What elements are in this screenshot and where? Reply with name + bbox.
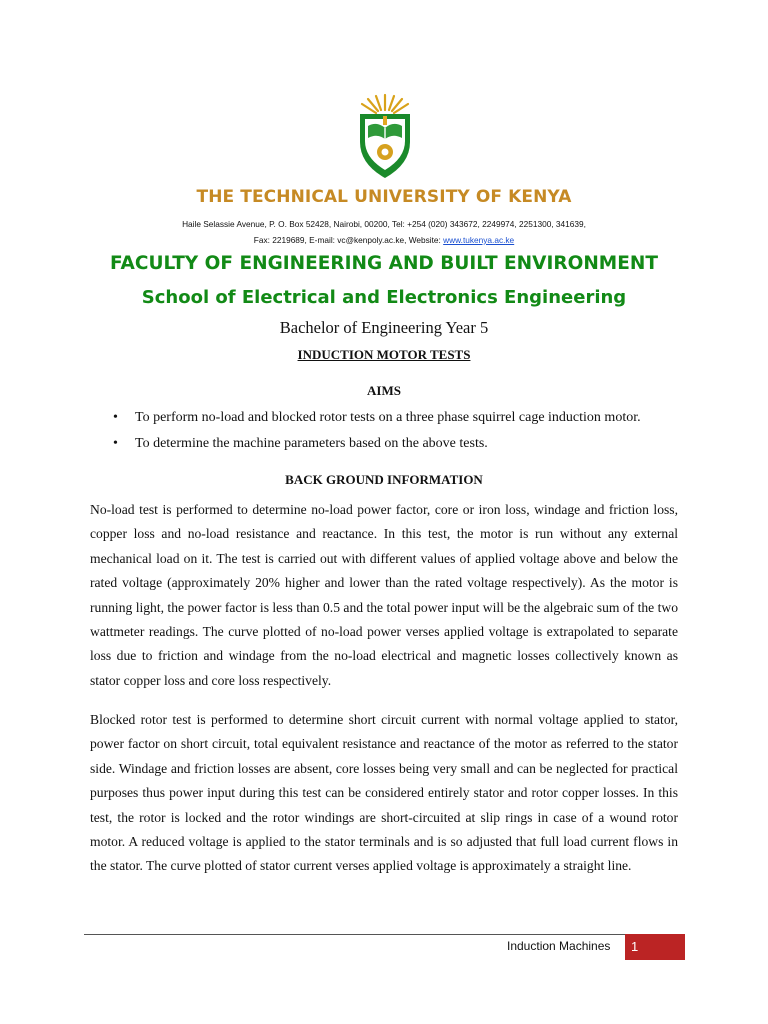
- paragraph-no-load: No-load test is performed to determine no-load power factor, core or iron loss, windage and friction loss, copper loss and no-load resistance and reactance. In this test, the motor is run without any external mechanical load on it. The test is carried out with different values of applied voltage above and below the rated voltage (approximately 20% higher and lower than the rated voltage respectively). As the motor is running light, the power factor is less than 0.5 and the total power input will be the algebraic sum of the two wattmeter readings. The curve plotted of no-load power verses applied voltage is extrapolated to separate loss due to friction and windage from the no-load electrical and magnetic losses collectively known as stator copper loss and core loss respectively.: [90, 502, 678, 688]
- program-title: Bachelor of Engineering Year 5: [279, 318, 489, 337]
- page-number: 1: [625, 934, 685, 960]
- aim-item: • To perform no-load and blocked rotor tests on a three phase squirrel cage induction motor.: [113, 408, 641, 434]
- contact-line: [0, 235, 768, 245]
- faculty-title: FACULTY OF ENGINEERING AND BUILT ENVIRONMENT: [110, 253, 658, 274]
- aim-item: • To determine the machine parameters based on the above tests.: [113, 434, 641, 460]
- footer-label: Induction Machines: [507, 939, 611, 953]
- university-name: THE TECHNICAL UNIVERSITY OF KENYA: [196, 187, 572, 207]
- website-link[interactable]: www.tukenya.ac.ke: [443, 235, 515, 245]
- aims-heading: AIMS: [367, 383, 401, 398]
- contact-text: Fax: 2219689, E-mail: vc@kenpoly.ac.ke, Website:: [253, 235, 444, 245]
- background-heading: BACK GROUND INFORMATION: [285, 472, 483, 487]
- aims-list: [113, 408, 641, 460]
- document-title: INDUCTION MOTOR TESTS: [297, 347, 471, 362]
- university-crest-icon: [352, 92, 418, 180]
- paragraph-blocked-rotor: Blocked rotor test is performed to determine short circuit current with normal voltage applied to stator, power factor on short circuit, total equivalent resistance and reactance of the motor as referred to the stator side. Windage and friction losses are absent, core losses being very small and can be neglected for practical purposes thus power input during this test can be considered entirely stator and rotor copper losses. In this test, the rotor is locked and the rotor windings are short-circuited at slip rings in case of a wound rotor motor. A reduced voltage is applied to the stator terminals and is so adjusted that full load current flows in the stator. The curve plotted of stator current verses applied voltage is approximately a straight line.: [90, 712, 678, 874]
- address-line: Haile Selassie Avenue, P. O. Box 52428, Nairobi, 00200, Tel: +254 (020) 343672, 2249974, 2251300, 341639,: [182, 219, 586, 229]
- footer-divider: [84, 934, 627, 935]
- school-title: School of Electrical and Electronics Engineering: [141, 287, 627, 308]
